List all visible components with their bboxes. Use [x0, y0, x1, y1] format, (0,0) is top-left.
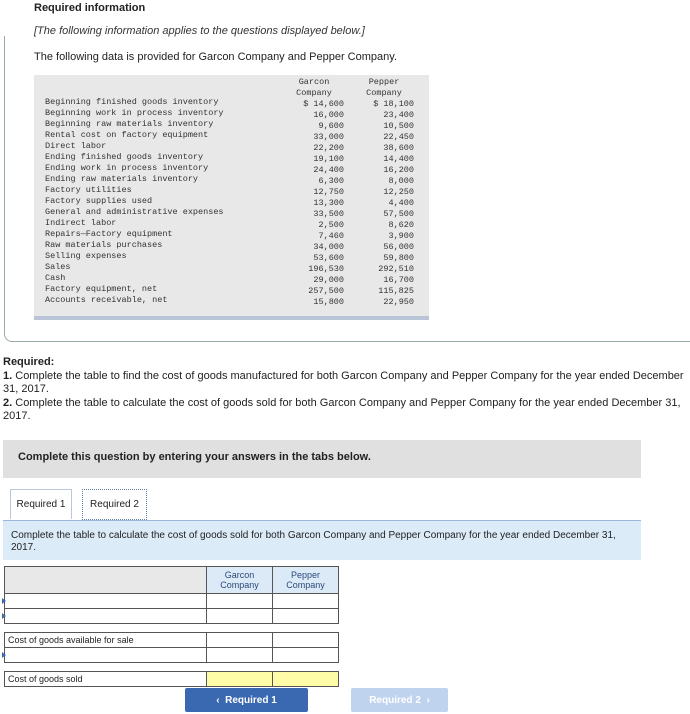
pepper-value: $ 18,100 — [373, 99, 414, 109]
data-row-label: Direct labor — [45, 141, 107, 151]
garcon-value: 13,300 — [313, 198, 344, 208]
garcon-value: 196,530 — [308, 264, 344, 274]
required-item-1-number: 1. — [3, 370, 13, 382]
data-row-label: Beginning raw materials inventory — [45, 119, 214, 129]
row-labels — [45, 97, 224, 306]
pepper-value: 56,000 — [383, 242, 414, 252]
answer-table — [4, 566, 339, 687]
garcon-value: 33,500 — [313, 209, 344, 219]
pepper-value: 292,510 — [378, 264, 414, 274]
data-row-label: Factory equipment, net — [45, 284, 158, 294]
pepper-input-3[interactable] — [273, 648, 339, 663]
garcon-sold[interactable] — [207, 672, 273, 687]
data-row-label: Ending finished goods inventory — [45, 152, 204, 162]
chevron-left-icon: ‹ — [216, 694, 226, 706]
garcon-value: $ 14,600 — [303, 99, 344, 109]
garcon-value: 2,500 — [318, 220, 344, 230]
garcon-input-2[interactable] — [207, 609, 273, 624]
pepper-header: Pepper Company — [273, 567, 339, 594]
required-item-2 — [3, 397, 687, 423]
pepper-value: 8,000 — [388, 176, 414, 186]
pepper-value: 22,450 — [383, 132, 414, 142]
garcon-header: Garcon Company — [207, 567, 273, 594]
required-item-1-text: Complete the table to find the cost of goods manufactured for both Garcon Company and Pepper Company for the year ended December 31, 2017. — [3, 370, 684, 395]
prev-button[interactable]: ‹ Required 1 — [185, 688, 308, 712]
data-row-label: Rental cost on factory equipment — [45, 130, 209, 140]
required-item-1 — [3, 370, 687, 396]
pepper-value: 22,950 — [383, 297, 414, 307]
info-intro: The following data is provided for Garcon Company and Pepper Company. — [34, 51, 397, 63]
pepper-value: 38,600 — [383, 143, 414, 153]
data-row-label: General and administrative expenses — [45, 207, 224, 217]
garcon-value: 24,400 — [313, 165, 344, 175]
tab-required-2[interactable]: Required 2 — [82, 489, 147, 520]
info-note: [The following information applies to the questions displayed below.] — [34, 25, 365, 37]
sold-label: Cost of goods sold — [5, 672, 207, 687]
question-panel — [3, 520, 641, 560]
pepper-column — [354, 77, 414, 308]
garcon-value: 6,300 — [318, 176, 344, 186]
pepper-header-2: Company — [366, 88, 402, 98]
data-row-label: Beginning work in process inventory — [45, 108, 224, 118]
data-row-label: Beginning finished goods inventory — [45, 97, 219, 107]
data-row-label: Raw materials purchases — [45, 240, 163, 250]
data-row-label: Selling expenses — [45, 251, 127, 261]
garcon-value: 257,500 — [308, 286, 344, 296]
pepper-value: 4,400 — [388, 198, 414, 208]
data-row-label: Factory utilities — [45, 185, 132, 195]
pepper-value: 16,700 — [383, 275, 414, 285]
pepper-header-1: Pepper — [368, 77, 400, 87]
pepper-value: 16,200 — [383, 165, 414, 175]
available-label: Cost of goods available for sale — [5, 633, 207, 648]
garcon-value: 12,750 — [313, 187, 344, 197]
pepper-value: 10,500 — [383, 121, 414, 131]
row-label-input-1[interactable] — [5, 594, 207, 609]
data-row-label: Accounts receivable, net — [45, 295, 168, 305]
garcon-value: 22,200 — [313, 143, 344, 153]
pepper-input-1[interactable] — [273, 594, 339, 609]
pepper-value: 3,900 — [388, 231, 414, 241]
header-blank — [5, 567, 207, 594]
garcon-header-2: Company — [296, 88, 332, 98]
instructions-bar — [3, 440, 641, 478]
data-row-label: Sales — [45, 262, 71, 272]
garcon-value: 53,600 — [313, 253, 344, 263]
garcon-value: 34,000 — [313, 242, 344, 252]
next-button[interactable]: Required 2 › — [351, 688, 448, 712]
data-row-label: Ending work in process inventory — [45, 163, 209, 173]
required-heading: Required: — [3, 356, 55, 368]
garcon-value: 33,000 — [313, 132, 344, 142]
page-title: Required information — [34, 2, 146, 14]
required-item-2-text: Complete the table to calculate the cost of goods sold for both Garcon Company and Pepper Company for the year ended December 31, 2017. — [3, 397, 681, 422]
pepper-value: 12,250 — [383, 187, 414, 197]
pepper-available[interactable] — [273, 633, 339, 648]
data-row-label: Ending raw materials inventory — [45, 174, 199, 184]
question-text: Complete the table to calculate the cost of goods sold for both Garcon Company and Pepper Company for the year ended December 31, 2017. — [11, 530, 616, 553]
garcon-header-1: Garcon — [298, 77, 330, 87]
pepper-input-2[interactable] — [273, 609, 339, 624]
pepper-value: 14,400 — [383, 154, 414, 164]
instructions-text: Complete this question by entering your answers in the tabs below. — [18, 451, 371, 463]
garcon-value: 15,800 — [313, 297, 344, 307]
garcon-input-3[interactable] — [207, 648, 273, 663]
pepper-value: 23,400 — [383, 110, 414, 120]
garcon-column — [284, 77, 344, 308]
chevron-right-icon: › — [420, 694, 430, 706]
data-row-label: Factory supplies used — [45, 196, 153, 206]
pepper-sold[interactable] — [273, 672, 339, 687]
row-label-input-3[interactable] — [5, 648, 207, 663]
garcon-value: 7,460 — [318, 231, 344, 241]
garcon-input-1[interactable] — [207, 594, 273, 609]
pepper-value: 115,825 — [378, 286, 414, 296]
required-item-2-number: 2. — [3, 397, 13, 409]
garcon-value: 16,000 — [313, 110, 344, 120]
pepper-value: 8,620 — [388, 220, 414, 230]
tab-required-1[interactable]: Required 1 — [10, 489, 72, 519]
data-table — [34, 75, 429, 320]
garcon-value: 29,000 — [313, 275, 344, 285]
data-row-label: Cash — [45, 273, 66, 283]
garcon-value: 19,100 — [313, 154, 344, 164]
row-label-input-2[interactable] — [5, 609, 207, 624]
pepper-value: 57,500 — [383, 209, 414, 219]
garcon-available[interactable] — [207, 633, 273, 648]
pepper-value: 59,800 — [383, 253, 414, 263]
garcon-value: 9,600 — [318, 121, 344, 131]
data-row-label: Repairs—Factory equipment — [45, 229, 173, 239]
data-row-label: Indirect labor — [45, 218, 117, 228]
